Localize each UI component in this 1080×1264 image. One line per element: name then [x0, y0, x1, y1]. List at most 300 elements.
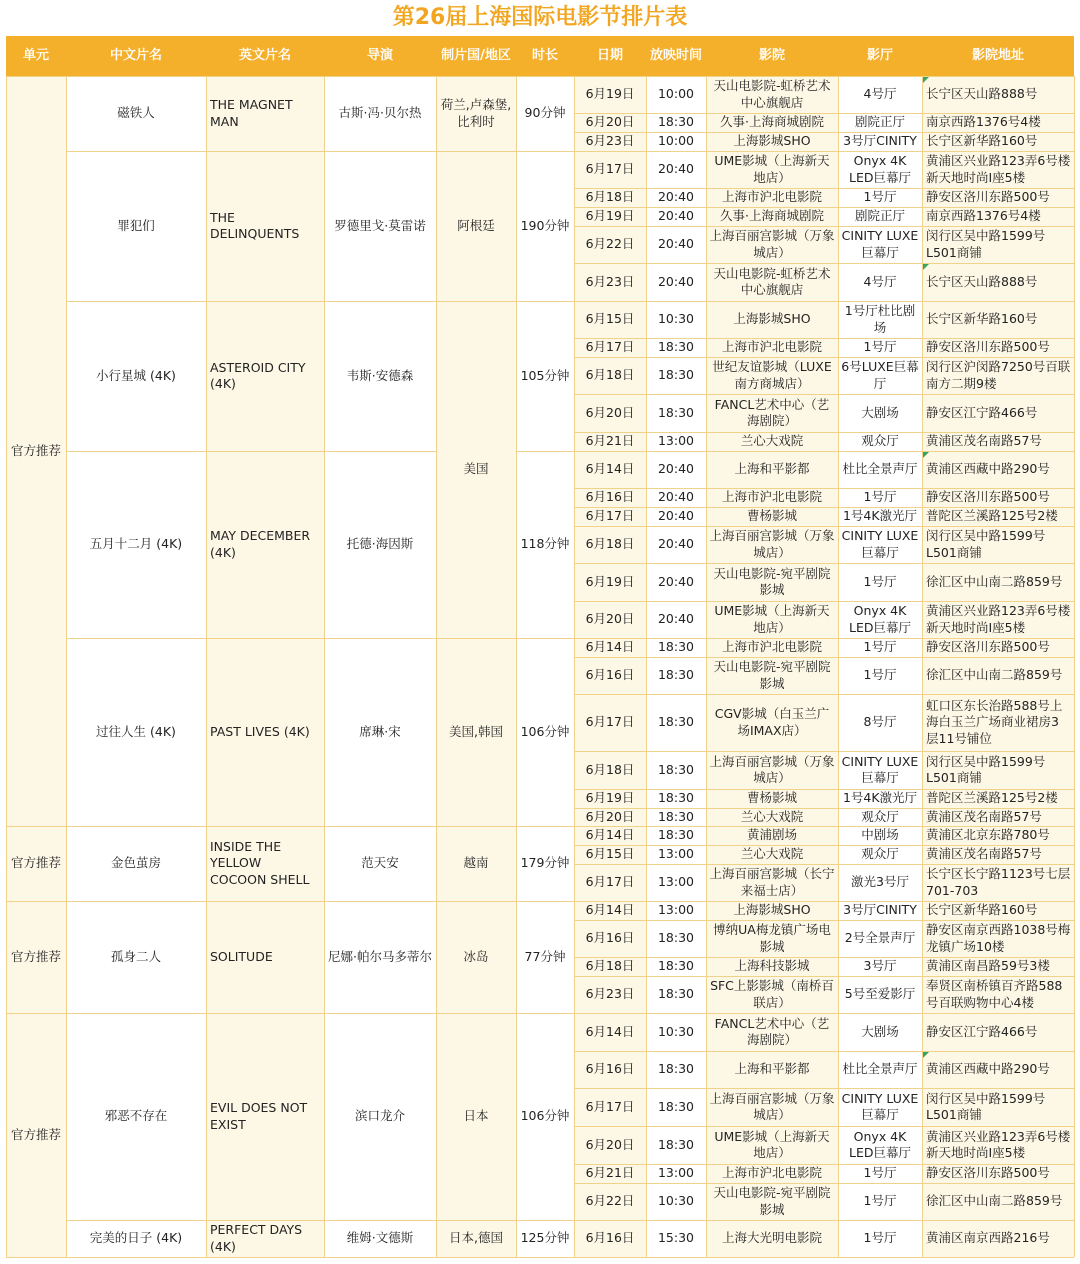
screening-date	[574, 789, 646, 808]
film-en-title	[206, 826, 324, 901]
screening-hall	[838, 601, 922, 638]
screening-time	[646, 808, 706, 826]
screening-date	[574, 451, 646, 488]
screening-time-text: 13:00	[657, 902, 695, 918]
header-en-title: 英文片名	[238, 48, 291, 63]
film-cn-title	[66, 451, 206, 638]
screening-hall	[838, 113, 922, 132]
screening-address-text: 徐汇区中山南二路859号	[926, 1193, 1063, 1209]
screening-cinema-text: 上海市沪北电影院	[721, 1165, 822, 1181]
screening-hall-text: 6号LUXE巨幕厅	[841, 359, 919, 391]
screening-cinema	[706, 526, 838, 563]
film-cn-title	[66, 826, 206, 901]
film-director	[324, 1013, 436, 1220]
screening-hall	[838, 1013, 922, 1051]
film-cn-title-text: 小行星城 (4K)	[96, 367, 176, 383]
screening-date-text: 6月23日	[585, 273, 635, 289]
screening-date-text: 6月19日	[585, 790, 635, 806]
column-divider	[436, 76, 437, 1257]
screening-time	[646, 826, 706, 845]
screening-date	[574, 151, 646, 188]
film-director	[324, 451, 436, 638]
screening-address	[922, 132, 1074, 151]
film-duration	[516, 451, 574, 638]
screening-hall	[838, 451, 922, 488]
screening-date-text: 6月18日	[585, 189, 635, 205]
film-cn-title-text: 邪恶不存在	[104, 1108, 168, 1124]
screening-cinema-text: 曹杨影城	[746, 508, 797, 524]
screening-address	[922, 1164, 1074, 1183]
screening-date-text: 6月20日	[585, 808, 635, 824]
film-duration-text: 179分钟	[520, 855, 570, 871]
film-country-text: 日本,德国	[449, 1230, 503, 1246]
screening-time-text: 20:40	[657, 208, 695, 224]
screening-address-text: 闵行区吴中路1599号L501商铺	[926, 228, 1046, 260]
screening-date-text: 6月23日	[585, 986, 635, 1002]
screening-time-text: 13:00	[657, 433, 695, 449]
screening-address	[922, 451, 1074, 488]
film-country-text: 荷兰,卢森堡,比利时	[440, 97, 512, 129]
screening-address-text: 南京西路1376号4楼	[926, 114, 1041, 130]
screening-time	[646, 789, 706, 808]
screening-address-text: 南京西路1376号4楼	[926, 208, 1041, 224]
screening-date-text: 6月19日	[585, 208, 635, 224]
screening-date-text: 6月19日	[585, 573, 635, 589]
screening-date-text: 6月16日	[585, 667, 635, 683]
screening-address	[922, 601, 1074, 638]
film-duration-text: 118分钟	[520, 536, 570, 552]
screening-address	[922, 657, 1074, 694]
screening-time	[646, 301, 706, 338]
screening-time-text: 10:30	[657, 311, 695, 327]
screening-date-text: 6月21日	[585, 1165, 635, 1181]
screening-cinema	[706, 301, 838, 338]
screening-address	[922, 507, 1074, 526]
table-header	[6, 36, 1074, 76]
screening-address-text: 静安区洛川东路500号	[926, 639, 1050, 655]
screening-date	[574, 132, 646, 151]
screening-date-text: 6月14日	[585, 827, 635, 843]
film-director	[324, 301, 436, 451]
screening-cinema	[706, 1164, 838, 1183]
screening-cinema	[706, 207, 838, 226]
screening-cinema	[706, 657, 838, 694]
screening-time-text: 20:40	[657, 273, 695, 289]
unit-cell	[6, 826, 66, 901]
unit-cell-text: 官方推荐	[10, 948, 61, 964]
row-divider	[6, 1257, 66, 1258]
film-en-title-text: MAY DECEMBER (4K)	[210, 528, 311, 560]
screening-date	[574, 845, 646, 864]
screening-address-text: 黄浦区兴业路123弄6号楼新天地时尚I座5楼	[926, 1128, 1071, 1160]
screening-hall	[838, 976, 922, 1013]
screening-time	[646, 357, 706, 394]
screening-cinema-text: 兰心大戏院	[740, 846, 804, 862]
screening-hall-text: CINITY LUXE巨幕厅	[841, 753, 919, 785]
screening-address-text: 静安区洛川东路500号	[926, 489, 1050, 505]
screening-cinema-text: 上海市沪北电影院	[721, 639, 822, 655]
screening-date-text: 6月14日	[585, 902, 635, 918]
film-en-title	[206, 1013, 324, 1220]
screening-date	[574, 488, 646, 507]
film-country-text: 阿根廷	[457, 217, 495, 233]
screening-time	[646, 751, 706, 789]
screening-date	[574, 1051, 646, 1088]
film-en-title	[206, 301, 324, 451]
screening-cinema-text: 上海百丽宫影城（万象城店）	[709, 753, 835, 785]
screening-date-text: 6月17日	[585, 339, 635, 355]
screening-hall	[838, 1220, 922, 1257]
screening-time	[646, 1051, 706, 1088]
screening-time	[646, 188, 706, 207]
screening-cinema-text: 上海百丽宫影城（万象城店）	[709, 1090, 835, 1122]
film-cn-title-text: 罪犯们	[117, 217, 155, 233]
screening-hall-text: 1号厅	[863, 639, 897, 655]
column-divider	[838, 76, 839, 1257]
screening-cinema-text: 上海百丽宫影城（万象城店）	[709, 228, 835, 260]
film-duration	[516, 638, 574, 826]
screening-time	[646, 694, 706, 751]
screening-time-text: 18:30	[657, 986, 695, 1002]
screening-cinema	[706, 263, 838, 301]
screening-cinema	[706, 601, 838, 638]
screening-time-text: 18:30	[657, 367, 695, 383]
comment-marker-icon	[923, 264, 929, 270]
film-cn-title-text: 过往人生 (4K)	[96, 723, 176, 739]
screening-address-text: 静安区洛川东路500号	[926, 339, 1050, 355]
screening-hall-text: 1号厅	[863, 1165, 897, 1181]
film-country-text: 美国	[463, 461, 489, 477]
screening-hall	[838, 488, 922, 507]
screening-address	[922, 1183, 1074, 1220]
screening-time-text: 10:00	[657, 86, 695, 102]
header-address: 影院地址	[971, 48, 1024, 63]
screening-address-text: 长宁区天山路888号	[926, 86, 1038, 102]
film-country-text: 日本	[463, 1108, 489, 1124]
screening-address-text: 黄浦区茂名南路57号	[926, 808, 1042, 824]
film-duration	[516, 301, 574, 451]
screening-cinema-text: 兰心大戏院	[740, 808, 804, 824]
screening-date	[574, 1013, 646, 1051]
film-en-title	[206, 451, 324, 638]
column-divider	[324, 76, 325, 1257]
screening-hall-text: CINITY LUXE巨幕厅	[841, 528, 919, 560]
screening-hall-text: CINITY LUXE巨幕厅	[841, 1090, 919, 1122]
screening-hall	[838, 188, 922, 207]
screening-date	[574, 751, 646, 789]
film-en-title	[206, 638, 324, 826]
screening-cinema	[706, 507, 838, 526]
film-duration	[516, 1013, 574, 1220]
screening-date	[574, 1126, 646, 1164]
screening-address-text: 虹口区东长治路588号上海白玉兰广场商业裙房3层11号铺位	[926, 697, 1063, 746]
film-country	[436, 1013, 516, 1220]
screening-time	[646, 113, 706, 132]
screening-date-text: 6月17日	[585, 1098, 635, 1114]
column-divider	[516, 76, 517, 1257]
screening-hall	[838, 1164, 922, 1183]
screening-address-text: 静安区江宁路466号	[926, 404, 1038, 420]
screening-time	[646, 1220, 706, 1257]
screening-hall	[838, 638, 922, 657]
column-divider	[1074, 76, 1075, 1257]
screening-hall	[838, 808, 922, 826]
screening-time	[646, 226, 706, 263]
screening-date	[574, 526, 646, 563]
screening-time	[646, 638, 706, 657]
screening-address-text: 静安区南京西路1038号梅龙镇广场10楼	[926, 922, 1071, 954]
screening-cinema	[706, 357, 838, 394]
screening-address	[922, 394, 1074, 432]
unit-cell-text: 官方推荐	[10, 1126, 61, 1142]
screening-time-text: 20:40	[657, 611, 695, 627]
film-cn-title	[66, 638, 206, 826]
screening-date-text: 6月20日	[585, 404, 635, 420]
film-en-title-text: THE DELINQUENTS	[210, 209, 300, 241]
screening-time	[646, 451, 706, 488]
screening-time	[646, 507, 706, 526]
screening-time-text: 18:30	[657, 667, 695, 683]
screening-time-text: 20:40	[657, 461, 695, 477]
screening-address-text: 长宁区天山路888号	[926, 273, 1038, 289]
screening-date-text: 6月17日	[585, 161, 635, 177]
screening-hall-text: 3号厅CINITY	[843, 133, 917, 149]
screening-cinema-text: UME影城（上海新天地店）	[714, 153, 830, 185]
screening-hall-text: 1号厅	[863, 1193, 897, 1209]
header-cinema: 影院	[758, 48, 785, 63]
screening-hall-text: 观众厅	[861, 433, 899, 449]
film-country	[436, 151, 516, 301]
film-cn-title-text: 磁铁人	[117, 105, 155, 121]
film-director-text: 范天安	[361, 855, 399, 871]
screening-cinema-text: SFC上影影城（南桥百联店）	[710, 978, 834, 1010]
screening-cinema-text: 上海影城SHO	[733, 311, 811, 327]
screening-date	[574, 338, 646, 357]
screening-date	[574, 1164, 646, 1183]
film-country	[436, 901, 516, 1013]
screening-address	[922, 563, 1074, 601]
screening-time	[646, 563, 706, 601]
screening-date-text: 6月17日	[585, 714, 635, 730]
screening-cinema	[706, 864, 838, 901]
screening-address-text: 黄浦区西藏中路290号	[926, 461, 1050, 477]
screening-cinema	[706, 808, 838, 826]
film-cn-title	[66, 301, 206, 451]
film-en-title-text: THE MAGNET MAN	[210, 97, 293, 129]
page-title: 第26届上海国际电影节排片表	[392, 5, 688, 30]
row-divider	[6, 76, 1074, 77]
screening-address	[922, 338, 1074, 357]
header-cn-title: 中文片名	[109, 48, 162, 63]
screening-hall-text: 1号厅	[863, 339, 897, 355]
screening-time-text: 18:30	[657, 1061, 695, 1077]
column-divider	[646, 76, 647, 1257]
screening-hall	[838, 789, 922, 808]
screening-time	[646, 132, 706, 151]
row-divider	[436, 1257, 516, 1258]
screening-address	[922, 1088, 1074, 1126]
screening-address-text: 闵行区吴中路1599号L501商铺	[926, 753, 1046, 785]
screening-date-text: 6月17日	[585, 874, 635, 890]
screening-cinema-text: 上海市沪北电影院	[721, 339, 822, 355]
screening-cinema	[706, 188, 838, 207]
screening-time-text: 20:40	[657, 536, 695, 552]
screening-time-text: 20:40	[657, 508, 695, 524]
screening-address-text: 黄浦区北京东路780号	[926, 827, 1050, 843]
screening-cinema-text: 久事·上海商城剧院	[720, 208, 824, 224]
screening-hall	[838, 76, 922, 113]
screening-time	[646, 151, 706, 188]
screening-date-text: 6月18日	[585, 536, 635, 552]
screening-hall-text: 1号厅	[863, 667, 897, 683]
screening-address-text: 静安区江宁路466号	[926, 1023, 1038, 1039]
screening-date	[574, 657, 646, 694]
screening-cinema	[706, 694, 838, 751]
film-cn-title-text: 金色茧房	[110, 855, 161, 871]
film-en-title-text: SOLITUDE	[210, 948, 273, 964]
column-divider	[6, 76, 7, 1257]
screening-hall	[838, 657, 922, 694]
screening-date-text: 6月15日	[585, 846, 635, 862]
screening-cinema	[706, 1013, 838, 1051]
screening-date	[574, 957, 646, 976]
screening-address-text: 闵行区吴中路1599号L501商铺	[926, 1090, 1046, 1122]
screening-time	[646, 394, 706, 432]
screening-hall	[838, 432, 922, 451]
screening-cinema-text: FANCL艺术中心（艺海剧院）	[714, 396, 830, 428]
screening-date	[574, 1220, 646, 1257]
screening-address	[922, 1051, 1074, 1088]
screening-address-text: 闵行区沪闵路7250号百联南方二期9楼	[926, 359, 1071, 391]
screening-date-text: 6月16日	[585, 1061, 635, 1077]
screening-cinema-text: 天山电影院-宛平剧院影城	[713, 565, 831, 597]
header-unit: 单元	[22, 48, 49, 63]
screening-address	[922, 957, 1074, 976]
film-country-text: 冰岛	[463, 948, 489, 964]
screening-hall	[838, 263, 922, 301]
screening-address	[922, 901, 1074, 920]
screening-hall	[838, 301, 922, 338]
screening-hall-text: 3号厅CINITY	[843, 902, 917, 918]
screening-date-text: 6月15日	[585, 311, 635, 327]
screening-date-text: 6月14日	[585, 639, 635, 655]
screening-address-text: 黄浦区兴业路123弄6号楼新天地时尚I座5楼	[926, 603, 1071, 635]
screening-date-text: 6月18日	[585, 761, 635, 777]
screening-cinema-text: 上海百丽宫影城（长宁来福士店）	[709, 866, 835, 898]
screening-cinema	[706, 1183, 838, 1220]
film-duration	[516, 76, 574, 151]
screening-cinema-text: CGV影城（白玉兰广场IMAX店）	[714, 706, 830, 738]
screening-cinema	[706, 901, 838, 920]
screening-hall	[838, 751, 922, 789]
screening-cinema-text: 上海和平影都	[734, 461, 810, 477]
screening-cinema-text: 天山电影院-宛平剧院影城	[713, 1185, 831, 1217]
screening-date	[574, 1183, 646, 1220]
screening-time	[646, 1183, 706, 1220]
screening-cinema-text: 上海科技影城	[734, 958, 810, 974]
column-divider	[206, 76, 207, 1257]
screening-address-text: 黄浦区茂名南路57号	[926, 846, 1042, 862]
screening-time	[646, 526, 706, 563]
screening-hall	[838, 901, 922, 920]
screening-date-text: 6月23日	[585, 133, 635, 149]
film-director-text: 罗德里戈·莫雷诺	[334, 217, 426, 233]
screening-date	[574, 76, 646, 113]
screening-address-text: 普陀区兰溪路125号2楼	[926, 508, 1058, 524]
film-country-text: 越南	[463, 855, 489, 871]
screening-address	[922, 76, 1074, 113]
film-cn-title	[66, 76, 206, 151]
film-en-title-text: INSIDE THE YELLOW COCOON SHELL	[210, 838, 310, 887]
screening-time-text: 18:30	[657, 339, 695, 355]
screening-hall-text: CINITY LUXE巨幕厅	[841, 228, 919, 260]
film-duration-text: 190分钟	[520, 217, 570, 233]
screening-date-text: 6月18日	[585, 958, 635, 974]
screening-hall-text: Onyx 4K LED巨幕厅	[849, 1128, 911, 1160]
screening-time-text: 18:30	[657, 790, 695, 806]
film-duration-text: 106分钟	[520, 1108, 570, 1124]
screening-time	[646, 1126, 706, 1164]
screening-time-text: 13:00	[657, 846, 695, 862]
screening-hall-text: 剧院正厅	[854, 208, 905, 224]
screening-date-text: 6月20日	[585, 611, 635, 627]
screening-time	[646, 432, 706, 451]
screening-time	[646, 1088, 706, 1126]
film-cn-title	[66, 901, 206, 1013]
screening-cinema	[706, 1088, 838, 1126]
screening-time-text: 18:30	[657, 639, 695, 655]
screening-hall	[838, 151, 922, 188]
screening-date	[574, 432, 646, 451]
screening-address	[922, 826, 1074, 845]
screening-cinema-text: UME影城（上海新天地店）	[714, 603, 830, 635]
screening-hall-text: 大剧场	[861, 404, 899, 420]
film-en-title-text: ASTEROID CITY (4K)	[210, 359, 306, 391]
screening-hall-text: Onyx 4K LED巨幕厅	[849, 153, 911, 185]
column-divider	[922, 76, 923, 1257]
screening-time-text: 10:30	[657, 1023, 695, 1039]
film-cn-title	[66, 151, 206, 301]
film-country-text: 美国,韩国	[449, 723, 503, 739]
film-country	[436, 1220, 516, 1257]
header-duration: 时长	[531, 48, 558, 63]
screening-cinema	[706, 826, 838, 845]
screening-hall	[838, 507, 922, 526]
screening-cinema	[706, 1051, 838, 1088]
screening-time-text: 18:30	[657, 404, 695, 420]
unit-cell	[6, 76, 66, 826]
screening-address	[922, 808, 1074, 826]
comment-marker-icon	[923, 452, 929, 458]
screening-address-text: 黄浦区兴业路123弄6号楼新天地时尚I座5楼	[926, 153, 1071, 185]
screening-date-text: 6月17日	[585, 508, 635, 524]
screening-date-text: 6月19日	[585, 86, 635, 102]
film-cn-title-text: 孤身二人	[110, 948, 161, 964]
screening-hall-text: 4号厅	[863, 86, 897, 102]
film-cn-title-text: 五月十二月 (4K)	[89, 536, 183, 552]
screening-time-text: 13:00	[657, 874, 695, 890]
screening-cinema-text: UME影城（上海新天地店）	[714, 1128, 830, 1160]
screening-hall-text: 1号厅杜比剧场	[844, 303, 916, 335]
screening-date	[574, 563, 646, 601]
screening-time-text: 18:30	[657, 1098, 695, 1114]
screening-address-text: 长宁区新华路160号	[926, 902, 1038, 918]
screening-cinema	[706, 751, 838, 789]
screening-address	[922, 432, 1074, 451]
film-duration-text: 77分钟	[524, 948, 566, 964]
screening-date	[574, 826, 646, 845]
screening-date	[574, 864, 646, 901]
